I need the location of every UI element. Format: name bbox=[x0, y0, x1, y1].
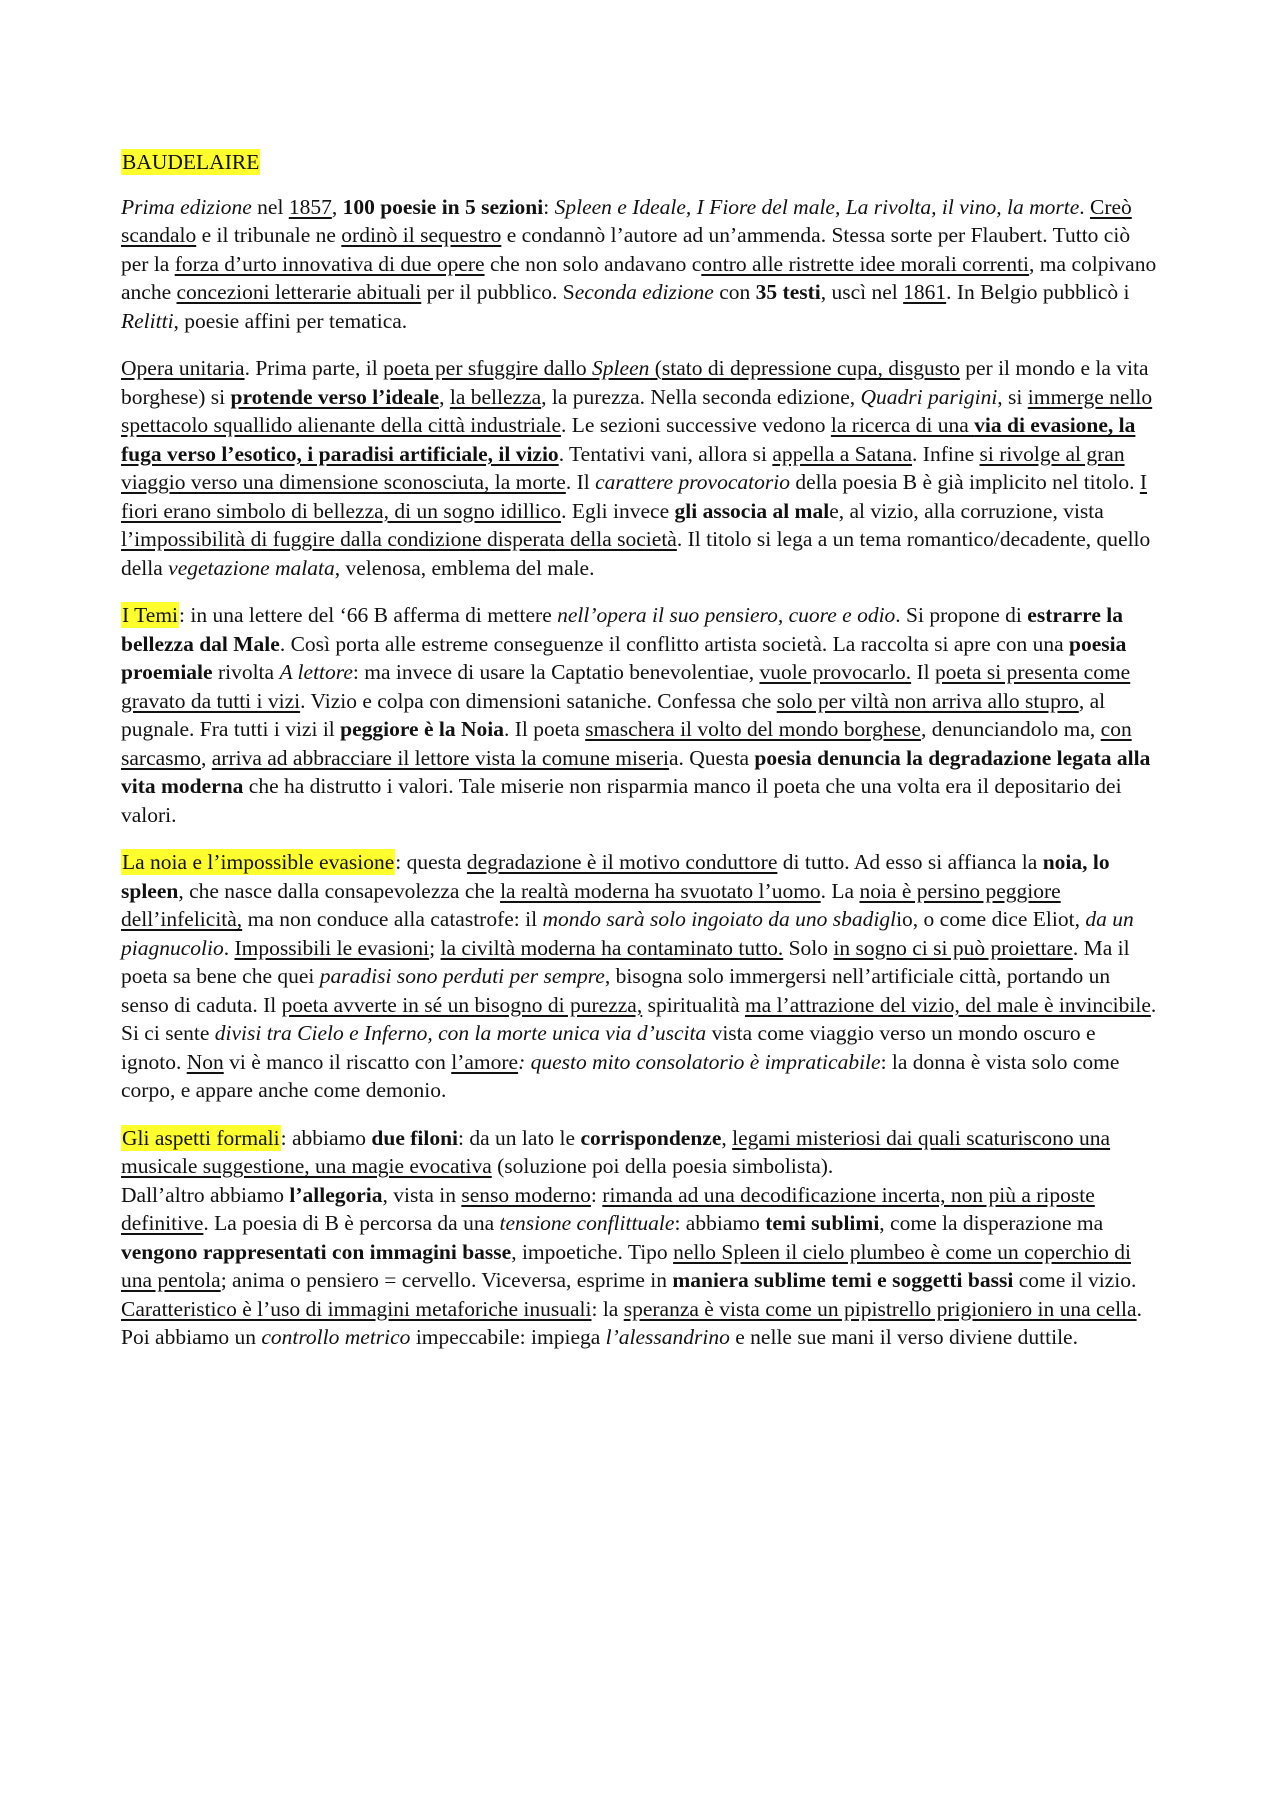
underlined-text: ontro alle ristrette idee morali correnti bbox=[701, 251, 1030, 276]
paragraph-intro bbox=[121, 193, 1161, 336]
bold-text: 35 testi bbox=[755, 280, 821, 304]
text-run: vi è manco il riscatto con bbox=[223, 1049, 452, 1074]
text-run: , bisogna solo immergersi nell’artificiale città, portando un senso di caduta. Il bbox=[121, 964, 1111, 1017]
text-run: : questa bbox=[395, 850, 467, 874]
italic-text: Quadri parigini bbox=[860, 384, 998, 409]
paragraphs bbox=[121, 193, 1161, 1352]
text-run: . La poesia di B è percorsa da una bbox=[203, 1211, 500, 1235]
text-run: Dall’altro abbiamo bbox=[121, 1182, 290, 1207]
italic-text: Prima edizione bbox=[121, 194, 252, 219]
text-run: nel bbox=[251, 194, 289, 219]
text-run: con bbox=[713, 280, 756, 304]
text-run: . Il poeta bbox=[503, 717, 586, 741]
underlined-text: Impossibili le evasioni bbox=[234, 935, 430, 960]
underlined-text: ma l’attrazione del vizio, del male è invincibile bbox=[744, 992, 1151, 1017]
italic-text: nell’opera il suo pensiero, cuore e odio bbox=[557, 603, 896, 627]
underlined-text: nello Spleen il cielo plumbeo è come un coperchio di una pentola bbox=[121, 1239, 1131, 1292]
italic-text: mondo sarà solo ingoiato da uno sbadigl bbox=[542, 907, 897, 931]
italic-text: l’alessandrino bbox=[605, 1325, 730, 1349]
text-run: . bbox=[223, 935, 235, 960]
text-run: Il bbox=[911, 660, 935, 684]
text-run: , velenosa, emblema del male. bbox=[334, 555, 595, 580]
text-run: ; anima o pensiero = cervello. Viceversa, esprime in bbox=[220, 1268, 673, 1292]
section-heading: I Temi bbox=[122, 603, 179, 627]
underlined-text: con sarcasmo bbox=[121, 717, 1132, 770]
paragraph-i-temi bbox=[121, 601, 1161, 829]
italic-text: tensione conflittuale bbox=[499, 1211, 675, 1235]
text-run: . Prima parte, il bbox=[244, 356, 384, 380]
text-run: , denunciandolo ma, bbox=[920, 717, 1101, 741]
underlined-text: rimanda ad una decodificazione incerta, non più a riposte definitive bbox=[121, 1182, 1095, 1235]
text-run: e nelle sue mani il verso diviene duttile. bbox=[729, 1325, 1078, 1349]
underlined-text: poeta si presenta come gravato da tutti i vizi bbox=[121, 660, 1131, 713]
underlined-text: si rivolge al gran viaggio verso una dimensione sconosciuta, la morte bbox=[121, 441, 1125, 494]
paragraph-aspetti-formali bbox=[121, 1124, 1161, 1352]
text-run: per il pubblico. S bbox=[421, 280, 575, 304]
text-run: Solo bbox=[783, 935, 834, 960]
underlined-text: noia è persino peggiore dell’infelicità, bbox=[121, 878, 1061, 931]
underlined-text: vuole provocarlo. bbox=[759, 660, 912, 684]
underlined-text: appella a Satana bbox=[772, 441, 913, 466]
text-run: , al pugnale. Fra tutti i vizi il bbox=[121, 688, 1106, 741]
underlined-text: Creò scandalo bbox=[121, 194, 1132, 247]
text-run: , vista in bbox=[382, 1182, 462, 1207]
underlined-text: immerge nello spettacolo squallido alienante della città industriale bbox=[121, 384, 1153, 437]
bold-text: estrarre la bellezza dal Male bbox=[121, 603, 1123, 656]
text-run: ; bbox=[429, 935, 441, 960]
underlined-text: la realtà moderna ha svuotato l’uomo bbox=[500, 878, 821, 903]
text-run: impeccabile: impiega bbox=[410, 1325, 606, 1349]
text-run: . Si propone di bbox=[895, 603, 1028, 627]
text-run: . Vizio e colpa con dimensioni sataniche. Confessa che bbox=[300, 688, 777, 713]
text-run: di tutto. Ad esso si affianca la bbox=[777, 850, 1043, 874]
underlined-text: Non bbox=[186, 1049, 224, 1074]
text-run: , che nasce dalla consapevolezza che bbox=[178, 878, 501, 903]
italic-text: paradisi sono perduti per sempre bbox=[319, 964, 605, 988]
underlined-text: legami misteriosi dai quali scaturiscono una musicale suggestione, una magie evocativa bbox=[121, 1125, 1111, 1178]
bold-text: corrispondenze bbox=[580, 1125, 722, 1150]
text-run: che ha distrutto i valori. Tale miserie non risparmia manco il poeta che una volta era il depositario dei valori. bbox=[121, 774, 1122, 827]
underlined-text: l’amore bbox=[451, 1049, 519, 1074]
italic-text: A lettore bbox=[279, 660, 353, 684]
bold-text: 100 poesie in 5 sezioni bbox=[342, 194, 544, 219]
text-run: . Poi abbiamo un bbox=[121, 1296, 1142, 1349]
text-run: , impoetiche. Tipo bbox=[511, 1239, 674, 1264]
text-run: , bbox=[331, 194, 343, 219]
bold-text: noia, lo spleen bbox=[121, 850, 1110, 903]
bold-text: maniera sublime temi e soggetti bassi bbox=[672, 1268, 1014, 1292]
document-body bbox=[121, 148, 1161, 1371]
italic-text: carattere provocatorio bbox=[595, 470, 790, 494]
bold-text: vengono rappresentati con immagini basse bbox=[121, 1239, 512, 1264]
underlined-text: la ricerca di una bbox=[830, 413, 975, 437]
underlined-text: Opera unitaria bbox=[121, 356, 245, 380]
text-run: . Egli invece bbox=[561, 498, 675, 523]
text-run: (soluzione poi della poesia simbolista). bbox=[491, 1154, 834, 1178]
underlined-text: smaschera il volto del mondo borghese bbox=[585, 717, 921, 741]
bold-text: l’allegoria bbox=[289, 1182, 383, 1207]
underlined-text: I fiori erano simbolo di bellezza, di un sogno idillico bbox=[121, 470, 1148, 523]
text-run: , come la disperazione ma bbox=[879, 1211, 1104, 1235]
text-run: e il tribunale ne bbox=[196, 223, 342, 247]
text-run: . Così porta alle estreme conseguenze il conflitto artista società. La raccolta si apre con una bbox=[279, 631, 1070, 656]
underlined-text: l’impossibilità di fuggire dalla condizione disperata della società bbox=[121, 527, 677, 551]
underlined-text: poeta avverte in sé un bisogno di purezza, bbox=[281, 992, 643, 1017]
underlined-text: la bellezza bbox=[449, 384, 542, 409]
italic-text: controllo metrico bbox=[261, 1325, 411, 1349]
paragraph-opera-unitaria bbox=[121, 354, 1161, 582]
text-run: : da un lato le bbox=[458, 1125, 581, 1150]
section-heading: La noia e l’impossible evasione bbox=[122, 850, 395, 874]
italic-text: divisi tra Cielo e Inferno, con la morte unica via d’uscita bbox=[214, 1021, 707, 1045]
text-run: . Il titolo si lega a un tema romantico/decadente, quello della bbox=[121, 527, 1151, 580]
underlined-text: stato di depressione cupa, disgusto bbox=[661, 356, 960, 380]
underlined-text: forza d’urto innovativa di due opere bbox=[174, 251, 485, 276]
underlined-text: via di evasione, la fuga verso l’esotico, i paradisi artificiale, il vizio bbox=[121, 413, 1136, 466]
text-run: per il mondo e la vita borghese) si bbox=[121, 356, 1149, 409]
text-run: . La bbox=[820, 878, 860, 903]
paragraph-noia bbox=[121, 848, 1161, 1105]
text-run: e condannò l’autore ad un’ammenda. Stessa sorte per Flaubert. Tutto ciò per la bbox=[121, 223, 1131, 276]
text-run: che non solo andavano c bbox=[484, 251, 702, 276]
underlined-text: la civiltà moderna ha contaminato tutto. bbox=[440, 935, 784, 960]
underlined-text: poeta per sfuggire dallo bbox=[383, 356, 593, 380]
italic-text: econda edizione bbox=[574, 280, 714, 304]
text-run: . In Belgio pubblicò i bbox=[946, 280, 1130, 304]
underlined-text: solo per viltà non arriva allo stupro bbox=[776, 688, 1079, 713]
text-run: come il vizio. bbox=[1013, 1268, 1137, 1292]
underlined-text: concezioni letterarie abituali bbox=[176, 280, 422, 304]
text-run: , bbox=[721, 1125, 733, 1150]
underlined-text: ordinò il sequestro bbox=[341, 223, 502, 247]
document-title bbox=[121, 148, 1161, 177]
text-run: , uscì nel bbox=[820, 280, 904, 304]
text-run: : in una lettere del ‘66 B afferma di mettere bbox=[179, 603, 558, 627]
section-heading: Gli aspetti formali bbox=[122, 1125, 280, 1150]
text-run: : bbox=[543, 194, 555, 219]
text-run: : abbiamo bbox=[674, 1211, 766, 1235]
underlined-text: 1857 bbox=[288, 194, 332, 219]
text-run: ma non conduce alla catastrofe: il bbox=[242, 907, 543, 931]
underlined-text: protende verso l’ideale bbox=[230, 384, 440, 409]
bold-text: due filoni bbox=[371, 1125, 459, 1150]
underlined-text: arriva ad abbracciare il lettore vista la comune miseri bbox=[211, 745, 670, 770]
text-run: , si bbox=[997, 384, 1028, 409]
text-run: , ma colpivano anche bbox=[121, 251, 1157, 304]
text-run: : la donna è vista solo come corpo, e appare anche come demonio. bbox=[121, 1049, 1120, 1102]
text-run: , bbox=[201, 745, 212, 770]
text-run: spiritualità bbox=[642, 992, 745, 1017]
underlined-text: Spleen bbox=[592, 356, 650, 380]
bold-text: temi sublimi bbox=[765, 1211, 880, 1235]
italic-text: da un piagnucolio bbox=[121, 907, 1134, 960]
text-run: . Ma il poeta sa bene che quei bbox=[121, 935, 1130, 988]
text-run: . Le sezioni successive vedono bbox=[561, 413, 831, 437]
bold-text: peggiore è la Noia bbox=[340, 717, 504, 741]
text-run: . Il bbox=[565, 470, 596, 494]
text-run: , bbox=[439, 384, 450, 409]
text-run: e, al vizio, alla corruzione, vista bbox=[829, 498, 1104, 523]
text-run: , la purezza. Nella seconda edizione, bbox=[541, 384, 861, 409]
text-run: vista come viaggio verso un mondo oscuro e ignoto. bbox=[121, 1021, 1096, 1074]
text-run: : ma invece di usare la Captatio benevolentiae, bbox=[352, 660, 760, 684]
bold-text: poesia denuncia la degradazione legata alla vita moderna bbox=[121, 745, 1151, 798]
italic-text: Relitti bbox=[121, 308, 174, 333]
text-run: della poesia B è già implicito nel titolo. bbox=[789, 470, 1140, 494]
text-run: , poesie affini per tematica. bbox=[173, 308, 408, 333]
underlined-text: degradazione è il motivo conduttore bbox=[466, 850, 778, 874]
text-run: . Si ci sente bbox=[121, 992, 1157, 1045]
text-run: : la bbox=[591, 1296, 624, 1321]
text-run: . Infine bbox=[912, 441, 980, 466]
text-run: . bbox=[1079, 194, 1090, 219]
text-run: : abbiamo bbox=[280, 1125, 372, 1150]
underlined-text: Caratteristico è l’uso di immagini metaforiche inusuali bbox=[121, 1296, 592, 1321]
title-highlight: BAUDELAIRE bbox=[122, 150, 260, 174]
text-run: : bbox=[590, 1182, 603, 1207]
bold-text: gli associa al mal bbox=[674, 498, 830, 523]
underlined-text: speranza è vista come un pipistrello prigioniero in una cella bbox=[623, 1296, 1137, 1321]
italic-text: vegetazione malata bbox=[168, 555, 335, 580]
text-run: . Tentativi vani, allora si bbox=[558, 441, 773, 466]
italic-text: Spleen e Ideale, I Fiore del male, La rivolta, il vino, la morte bbox=[554, 194, 1080, 219]
underlined-text: in sogno ci si può proiettare bbox=[833, 935, 1073, 960]
underlined-text: 1861 bbox=[903, 280, 947, 304]
text-run: rivolta bbox=[212, 660, 280, 684]
italic-text: : questo mito consolatorio è impraticabile bbox=[518, 1049, 881, 1074]
text-run: io, o come dice Eliot, bbox=[896, 907, 1086, 931]
underlined-text: senso moderno bbox=[461, 1182, 591, 1207]
bold-text: poesia proemiale bbox=[121, 631, 1127, 684]
underlined-text: ( bbox=[649, 356, 662, 380]
text-run: a. Questa bbox=[669, 745, 755, 770]
